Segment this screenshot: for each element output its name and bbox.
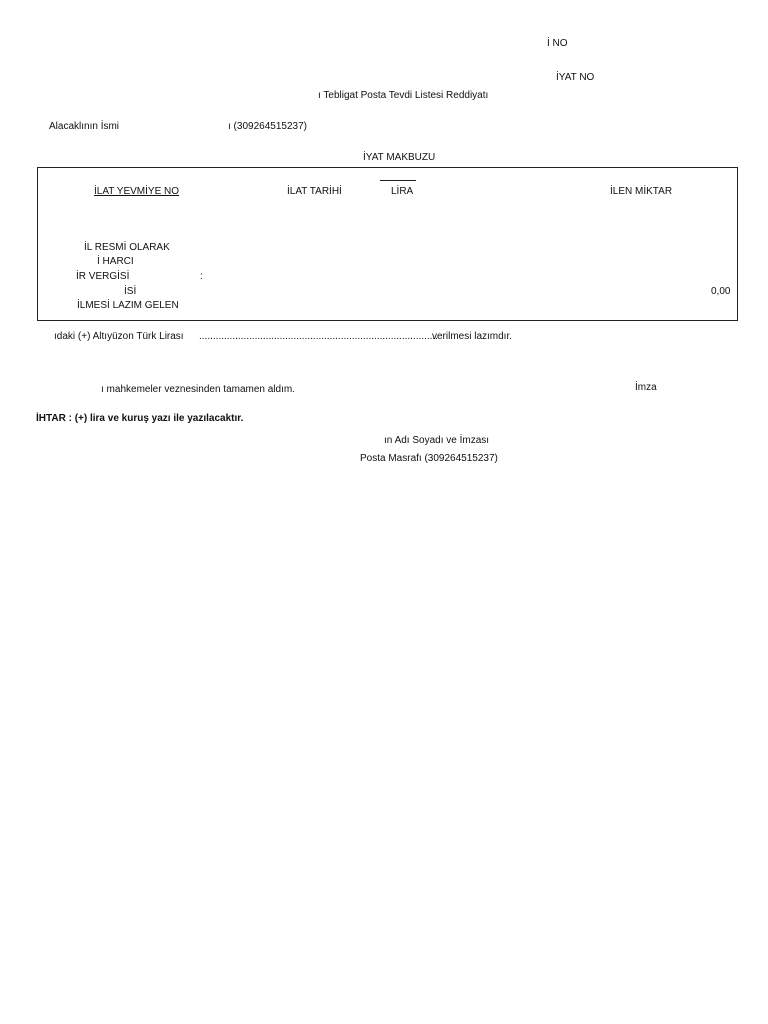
- total-amount: 0,00: [711, 286, 731, 297]
- document-title: ı Tebligat Posta Tevdi Listesi Reddiyatı: [318, 90, 489, 101]
- adi-soyadi-label: ın Adı Soyadı ve İmzası: [384, 435, 490, 446]
- ihtar-notice: İHTAR : (+) lira ve kuruş yazı ile yazılacaktır.: [36, 413, 244, 424]
- amount-dots: ......................................................................................: [199, 331, 438, 342]
- imza-label: İmza: [635, 382, 657, 393]
- amount-line: ıdaki (+) Altıyüzon Türk Lirası: [54, 331, 184, 342]
- aldim-text: ı mahkemeler veznesinden tamamen aldım.: [101, 384, 295, 395]
- iyat-no-label: İYAT NO: [556, 72, 595, 83]
- col-lira: LİRA: [391, 186, 414, 197]
- row-isi: İSİ: [124, 286, 137, 297]
- row-resmi-olarak: İL RESMİ OLARAK: [84, 242, 170, 253]
- creditor-value: ı (309264515237): [228, 121, 307, 132]
- col-yevmiye-no: İLAT YEVMİYE NO: [94, 186, 180, 197]
- verilmesi-text: verilmesi lazımdır.: [432, 331, 513, 342]
- row-lazim-gelen: İLMESİ LAZIM GELEN: [77, 300, 179, 311]
- col-ilat-tarihi: İLAT TARİHİ: [287, 186, 342, 197]
- col-ilen-miktar: İLEN MİKTAR: [610, 186, 673, 197]
- no-label: İ NO: [547, 38, 568, 49]
- row-harci: İ HARCI: [97, 256, 134, 267]
- row-vergisi: İR VERGİSİ: [76, 271, 130, 282]
- row-colon: :: [200, 271, 203, 282]
- creditor-label: Alacaklının İsmi: [49, 121, 120, 132]
- posta-masrafi: Posta Masrafı (309264515237): [360, 453, 498, 464]
- receipt-title: İYAT MAKBUZU: [363, 152, 436, 163]
- lira-overline: [380, 180, 416, 181]
